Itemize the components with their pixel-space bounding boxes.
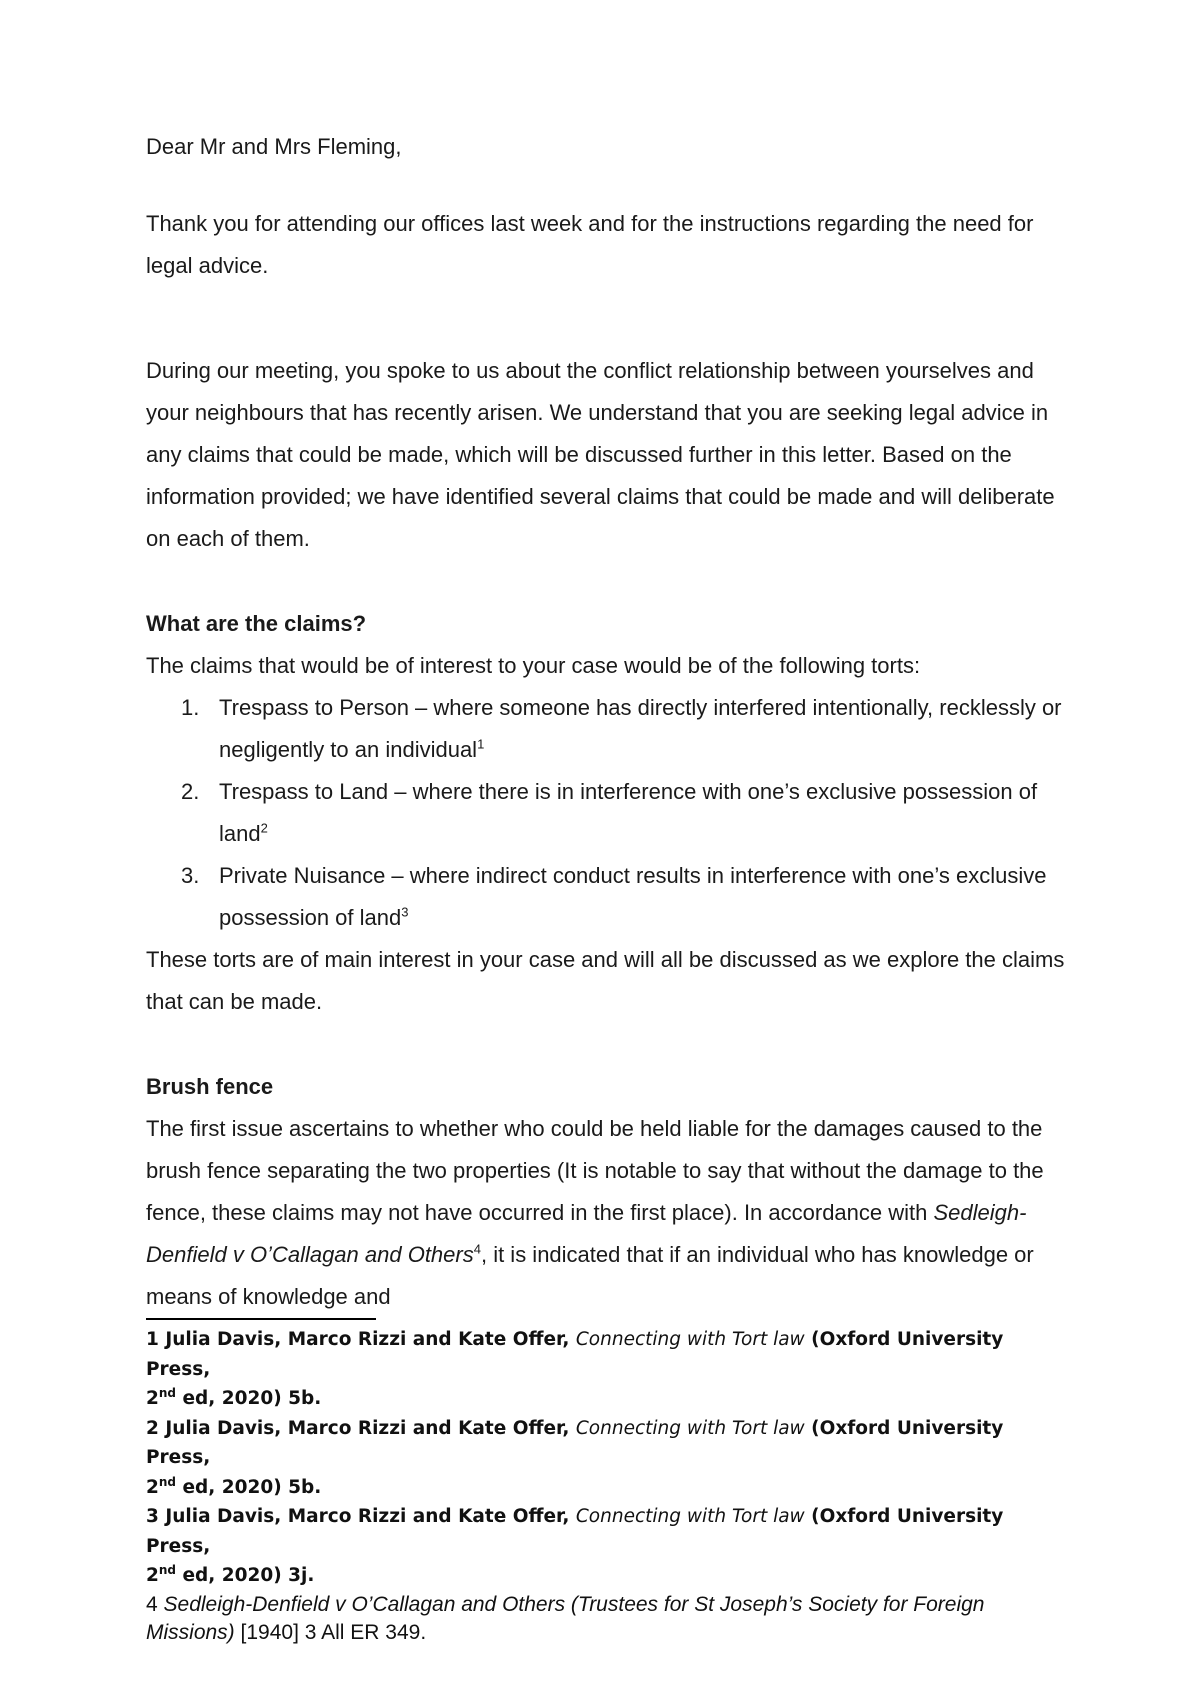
fence-heading: Brush fence	[146, 1074, 274, 1099]
footnote-separator	[146, 1318, 376, 1320]
fence-paragraph: The first issue ascertains to whether who could be held liable for the damages caused to the brush fence separating the two properties (It is notable to say that without the damage to the fence, these claims may not have occurred in the first place). In accordance with Sedleigh-Denfield v O’Callagan and Others$^4$, it is indicated that if an individual who has knowledge or means of knowledge and	[146, 1116, 1044, 1309]
claims-section	[146, 603, 1066, 1023]
claims-intro: The claims that would be of interest to your case would be of the following torts:	[146, 653, 921, 678]
footnotes	[146, 1325, 1066, 1647]
list-item: 3. Private Nuisance – where indirect conduct results in interference with one’s exclusive possession of land$^3$	[181, 863, 1047, 930]
meeting-paragraph: During our meeting, you spoke to us about the conflict relationship between yourselves and your neighbours that has recently arisen. We understand that you are seeking legal advice in any claims that could be made, which will be discussed further in this letter. Based on the information provided; we have identified several claims that could be made and will deliberate on each of them.	[146, 358, 1055, 551]
list-item: 1. Trespass to Person – where someone has directly interfered intentionally, recklessly or negligently to an individual$^1$	[181, 695, 1062, 762]
footnote-3: 3 Julia Davis, Marco Rizzi and Kate Offer, Connecting with Tort law (Oxford University Press, 2nd ed, 2020) 3j.	[146, 1506, 1004, 1586]
claims-heading: What are the claims?	[146, 611, 367, 636]
claims-outro: These torts are of main interest in your case and will all be discussed as we explore the claims that can be made.	[146, 947, 1065, 1014]
torts-list	[146, 687, 1066, 939]
intro-paragraph: Thank you for attending our offices last week and for the instructions regarding the need for legal advice.	[146, 211, 1034, 278]
list-item: 2. Trespass to Land – where there is in interference with one’s exclusive possession of land$^2$	[181, 779, 1038, 846]
footnote-1: 1 Julia Davis, Marco Rizzi and Kate Offer, Connecting with Tort law (Oxford University Press, 2nd ed, 2020) 5b.	[146, 1329, 1004, 1409]
footnote-4: 4 Sedleigh-Denfield v O’Callagan and Others (Trustees for St Joseph’s Society for Foreign Missions) [1940] 3 All ER 349.	[146, 1592, 985, 1644]
footnote-2: 2 Julia Davis, Marco Rizzi and Kate Offer, Connecting with Tort law (Oxford University Press, 2nd ed, 2020) 5b.	[146, 1417, 1004, 1498]
salutation: Dear Mr and Mrs Fleming,	[146, 134, 402, 159]
fence-section	[146, 1066, 1066, 1318]
case-name: Sedleigh-Denfield v O’Callagan and Others	[146, 1200, 1027, 1267]
